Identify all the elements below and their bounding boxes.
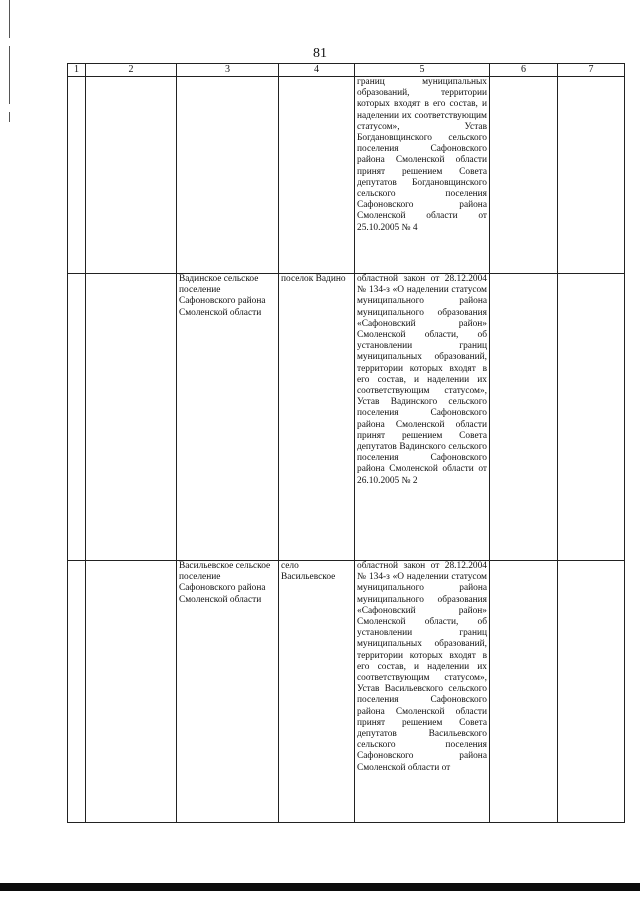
margin-mark-top bbox=[9, 0, 10, 38]
cell-col-2 bbox=[86, 561, 177, 823]
registry-table bbox=[67, 63, 625, 823]
header-col-3: 3 bbox=[177, 64, 279, 77]
cell-administrative-center bbox=[279, 77, 355, 274]
header-col-4: 4 bbox=[279, 64, 355, 77]
cell-number bbox=[68, 77, 86, 274]
cell-col-6 bbox=[490, 561, 558, 823]
cell-col-7 bbox=[558, 274, 625, 561]
page-number: 81 bbox=[313, 46, 327, 61]
cell-administrative-center: поселок Вадино bbox=[279, 274, 355, 561]
cell-settlement-name: Вадинское сельское поселение Сафоновского района Смоленской области bbox=[177, 274, 279, 561]
header-row bbox=[68, 64, 625, 77]
header-col-6: 6 bbox=[490, 64, 558, 77]
cell-legal-basis: областной закон от 28.12.2004 № 134-з «О наделении статусом муниципального района муниципального образования «Сафоновский район» Смоленской области, об установлении границ муниципальных образований, территории которых входят в его состав, и наделении их соответствующим статусом», Устав Вадинского сельского поселения Сафоновского района Смоленской области принят решением Совета депутатов Вадинского сельского поселения Сафоновского района Смоленской области от 26.10.2005 № 2 bbox=[355, 274, 490, 561]
cell-col-7 bbox=[558, 77, 625, 274]
cell-col-2 bbox=[86, 77, 177, 274]
header-col-2: 2 bbox=[86, 64, 177, 77]
cell-legal-basis: границ муниципальных образований, территории которых входят в его состав, и наделении их соответствующим статусом», Устав Богдановщинского сельского поселения Сафоновского района Смоленской области принят решением Совета депутатов Богдановщинского сельского поселения Сафоновского района Смоленской области от 25.10.2005 № 4 bbox=[355, 77, 490, 274]
cell-col-7 bbox=[558, 561, 625, 823]
cell-col-6 bbox=[490, 77, 558, 274]
cell-number bbox=[68, 274, 86, 561]
cell-settlement-name bbox=[177, 77, 279, 274]
cell-col-6 bbox=[490, 274, 558, 561]
cell-settlement-name: Васильевское сельское поселение Сафоновского района Смоленской области bbox=[177, 561, 279, 823]
table-row bbox=[68, 561, 625, 823]
header-col-5: 5 bbox=[355, 64, 490, 77]
table-row bbox=[68, 274, 625, 561]
header-col-7: 7 bbox=[558, 64, 625, 77]
cell-administrative-center: село Васильевское bbox=[279, 561, 355, 823]
header-col-1: 1 bbox=[68, 64, 86, 77]
cell-number bbox=[68, 561, 86, 823]
cell-legal-basis: областной закон от 28.12.2004 № 134-з «О наделении статусом муниципального района муниципального образования «Сафоновский район» Смоленской области, об установлении границ муниципальных образований, территории которых входят в его состав, и наделении их соответствующим статусом», Устав Васильевского сельского поселения Сафоновского района Смоленской области принят решением Совета депутатов Васильевского сельского поселения Сафоновского района Смоленской области от bbox=[355, 561, 490, 823]
table-row bbox=[68, 77, 625, 274]
cell-col-2 bbox=[86, 274, 177, 561]
scan-bottom-bar bbox=[0, 883, 640, 891]
margin-mark-lower bbox=[9, 112, 10, 122]
